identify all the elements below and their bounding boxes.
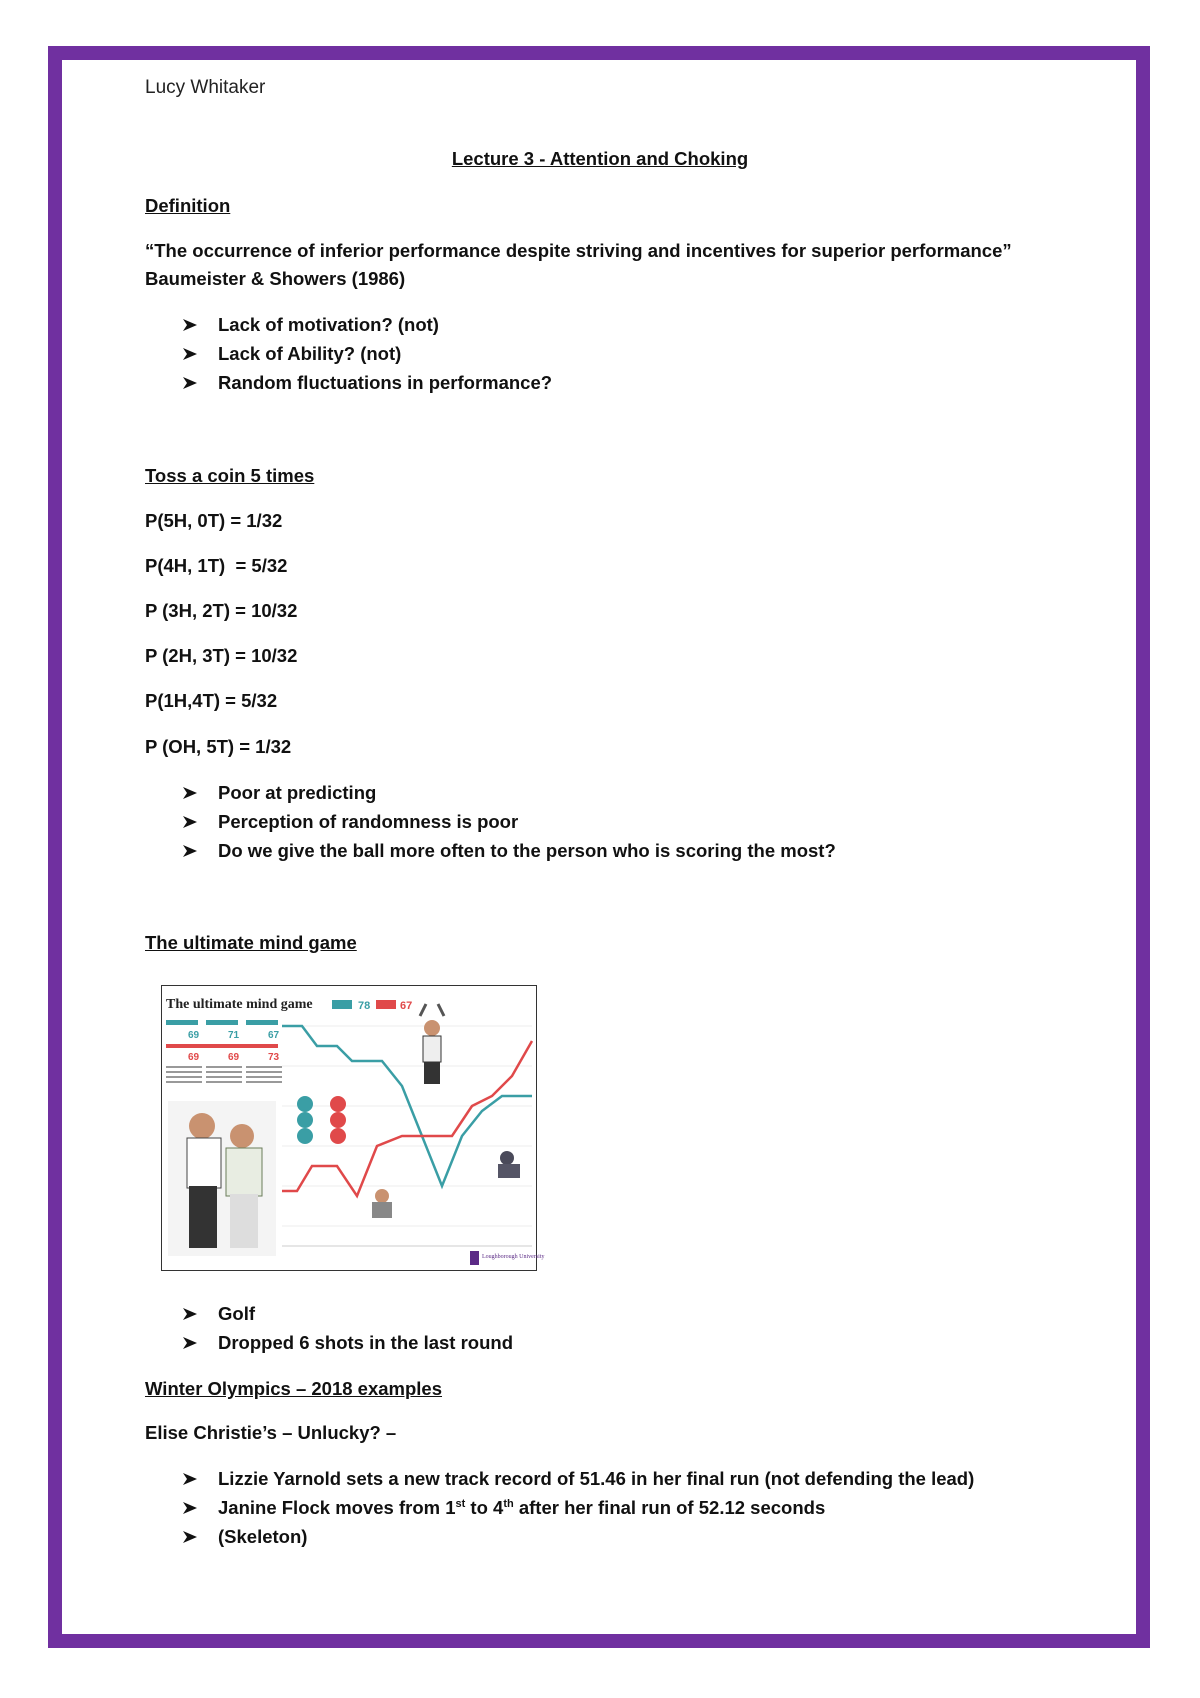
coin-heading: Toss a coin 5 times xyxy=(145,465,315,486)
winter-heading: Winter Olympics – 2018 examples xyxy=(145,1378,443,1399)
golfer-celebrating-icon xyxy=(420,1004,444,1084)
list-item: Janine Flock moves from 1st to 4th after her final run of 52.12 seconds xyxy=(180,1493,974,1522)
mind-game-heading: The ultimate mind game xyxy=(145,932,357,953)
probability-line: P (OH, 5T) = 1/32 xyxy=(145,736,292,757)
golfers-photo-icon xyxy=(168,1101,276,1256)
arrow-bullet-icon xyxy=(182,1336,198,1350)
list-item: Do we give the ball more often to the person who is scoring the most? xyxy=(180,836,836,865)
definition-quote: “The occurrence of inferior performance despite striving and incentives for superior performance” xyxy=(145,240,1012,261)
arrow-bullet-icon xyxy=(182,318,198,332)
arrow-bullet-icon xyxy=(182,1501,198,1515)
list-item: Dropped 6 shots in the last round xyxy=(180,1328,513,1357)
logo-text: Loughborough University xyxy=(482,1254,545,1260)
score-label: 69 xyxy=(228,1052,240,1063)
score-label: 73 xyxy=(268,1052,280,1063)
university-logo-icon xyxy=(470,1251,479,1265)
arrow-bullet-icon xyxy=(182,376,198,390)
arrow-bullet-icon xyxy=(182,1472,198,1486)
author-name: Lucy Whitaker xyxy=(145,77,266,98)
infographic-graphic xyxy=(162,986,545,1272)
score-label: 71 xyxy=(228,1030,240,1041)
arrow-bullet-icon xyxy=(182,844,198,858)
probability-line: P (3H, 2T) = 10/32 xyxy=(145,600,298,621)
golfer-kneeling-icon xyxy=(498,1151,520,1178)
list-item: (Skeleton) xyxy=(180,1522,974,1551)
page-title: Lecture 3 - Attention and Choking xyxy=(451,148,749,169)
arrow-bullet-icon xyxy=(182,1307,198,1321)
winter-bullets xyxy=(180,1464,974,1551)
mind-game-bullets xyxy=(180,1299,513,1357)
score-label: 69 xyxy=(188,1052,200,1063)
probability-line: P(1H,4T) = 5/32 xyxy=(145,690,278,711)
mind-game-infographic xyxy=(161,985,545,1271)
golfer-crouching-icon xyxy=(372,1189,392,1218)
list-item: Lizzie Yarnold sets a new track record of 51.46 in her final run (not defending the lead) xyxy=(180,1464,974,1493)
coin-bullets xyxy=(180,778,836,865)
list-item: Poor at predicting xyxy=(180,778,836,807)
definition-heading: Definition xyxy=(145,195,231,216)
big-score: 78 xyxy=(358,1000,371,1012)
definition-citation: Baumeister & Showers (1986) xyxy=(145,268,406,289)
probability-line: P(4H, 1T) = 5/32 xyxy=(145,555,288,576)
list-item: Lack of motivation? (not) xyxy=(180,310,552,339)
list-item: Golf xyxy=(180,1299,513,1328)
probability-line: P (2H, 3T) = 10/32 xyxy=(145,645,298,666)
list-item: Random fluctuations in performance? xyxy=(180,368,552,397)
probability-line: P(5H, 0T) = 1/32 xyxy=(145,510,283,531)
red-trend-line xyxy=(282,1041,532,1196)
big-score: 67 xyxy=(400,1000,413,1012)
score-label: 69 xyxy=(188,1030,200,1041)
arrow-bullet-icon xyxy=(182,1530,198,1544)
winter-subheading: Elise Christie’s – Unlucky? – xyxy=(145,1422,397,1443)
score-label: 67 xyxy=(268,1030,280,1041)
arrow-bullet-icon xyxy=(182,786,198,800)
arrow-bullet-icon xyxy=(182,347,198,361)
arrow-bullet-icon xyxy=(182,815,198,829)
list-item: Lack of Ability? (not) xyxy=(180,339,552,368)
figure-title: The ultimate mind game xyxy=(166,997,313,1012)
list-item: Perception of randomness is poor xyxy=(180,807,836,836)
definition-bullets xyxy=(180,310,552,397)
